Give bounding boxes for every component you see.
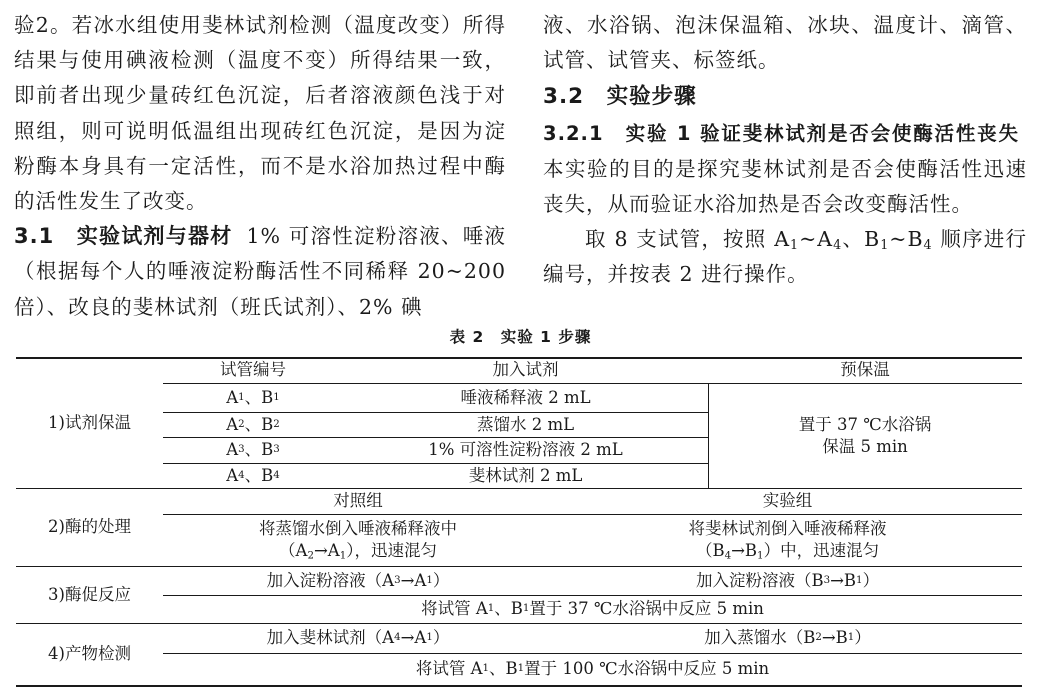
section-3-1-text: 1% 可溶性淀粉溶液、唾液（根据每个人的唾液淀粉酶活性不同稀释 20~200 倍）、改良的斐林试剂（班氏试剂）、2% 碘 <box>14 224 506 319</box>
step3-label: 3)酶促反应 <box>48 584 131 604</box>
reagent-3: 1% 可溶性淀粉溶液 2 mL <box>428 440 623 459</box>
step1-label: 1)试剂保温 <box>48 412 131 432</box>
experiment-group-header: 实验组 <box>762 491 813 510</box>
section-3-2-heading: 3.2 实验步骤 <box>543 84 697 110</box>
table-caption: 表 2 实验 1 步骤 <box>449 328 592 346</box>
steps-table <box>16 357 1022 688</box>
step4-combined-cell: 将试管 A 1 、B 1 置于 100 ℃水浴锅中反应 5 min <box>415 659 770 678</box>
step2-experiment-cell: 将斐林试剂倒入唾液稀释液 $(B_4\to B_1)$中，迅速混匀 <box>688 519 887 562</box>
header-preheat: 预保温 <box>840 360 890 379</box>
step4-control-cell: 加入斐林试剂（A 4 →A 1 ） <box>266 628 450 647</box>
paragraph-materials-continued: 液、水浴锅、泡沫保温箱、冰块、温度计、滴管、试管、试管夹、标签纸。 <box>543 13 1027 73</box>
right-column <box>543 8 1027 292</box>
section-3-2-1-heading: 3.2.1 实验 1 验证斐林试剂是否会使酶活性丧失 <box>543 122 1019 146</box>
reagent-1: 唾液稀释液 2 mL <box>460 387 591 407</box>
header-tube-number: 试管编号 <box>220 360 286 379</box>
step4-experiment-cell: 加入蒸馏水（B 2 →B 1 ） <box>704 628 871 647</box>
header-added-reagent: 加入试剂 <box>492 360 559 379</box>
step3-experiment-cell: 加入淀粉溶液（B 3 →B 1 ） <box>695 570 880 590</box>
section-3-2-1 <box>543 116 1027 222</box>
reagent-2: 蒸馏水 2 mL <box>476 414 575 434</box>
section-3-1 <box>14 219 506 325</box>
step3-combined-cell: 将试管 A 1 、B 1 置于 37 ℃水浴锅中反应 5 min <box>421 599 764 618</box>
tube-pair-3: A 3 、 B 3 <box>226 440 280 459</box>
table-bottom-rule <box>16 685 1022 687</box>
tube-pair-2: A 2 、 B 2 <box>226 414 280 434</box>
step2-label: 2)酶的处理 <box>48 517 131 536</box>
section-3-2-1-text: 本实验的目的是探究斐林试剂是否会使酶活性迅速丧失，从而验证水浴加热是否会改变酶活性。 <box>543 156 1027 216</box>
preheat-instruction: 置于 37 ℃水浴锅 保温 5 min <box>798 414 932 456</box>
control-group-header: 对照组 <box>333 491 383 510</box>
step2-control-cell: 将蒸馏水倒入唾液稀释液中 $(A_2\to A_1)$，迅速混匀 <box>259 519 457 562</box>
paragraph-conclusion: 验2。若冰水组使用斐林试剂检测（温度改变）所得结果与使用碘液检测（温度不变）所得结果一致，即前者出现少量砖红色沉淀，后者溶液颜色浅于对照组，则可说明低温组出现砖红色沉淀，是因为淀粉酶本身具有一定活性，而不是水浴加热过程中酶的活性发生了改变。 <box>14 13 506 214</box>
step3-control-cell: 加入淀粉溶液（A 3 →A 1 ） <box>266 570 450 590</box>
step4-label: 4)产物检测 <box>48 644 131 663</box>
left-column <box>14 8 506 325</box>
tube-pair-4: A 4 、 B 4 <box>226 465 280 485</box>
tube-pair-1: A 1 、 B 1 <box>226 387 280 407</box>
section-3-1-heading: 3.1 实验试剂与器材 <box>14 224 233 249</box>
reagent-4: 斐林试剂 2 mL <box>468 465 583 485</box>
paragraph-numbering: 取 8 支试管，按照 $A_1\sim A_4$、$B_1\sim B_4$ 顺序进行编号，并按表 2 进行操作。 <box>543 227 1027 287</box>
